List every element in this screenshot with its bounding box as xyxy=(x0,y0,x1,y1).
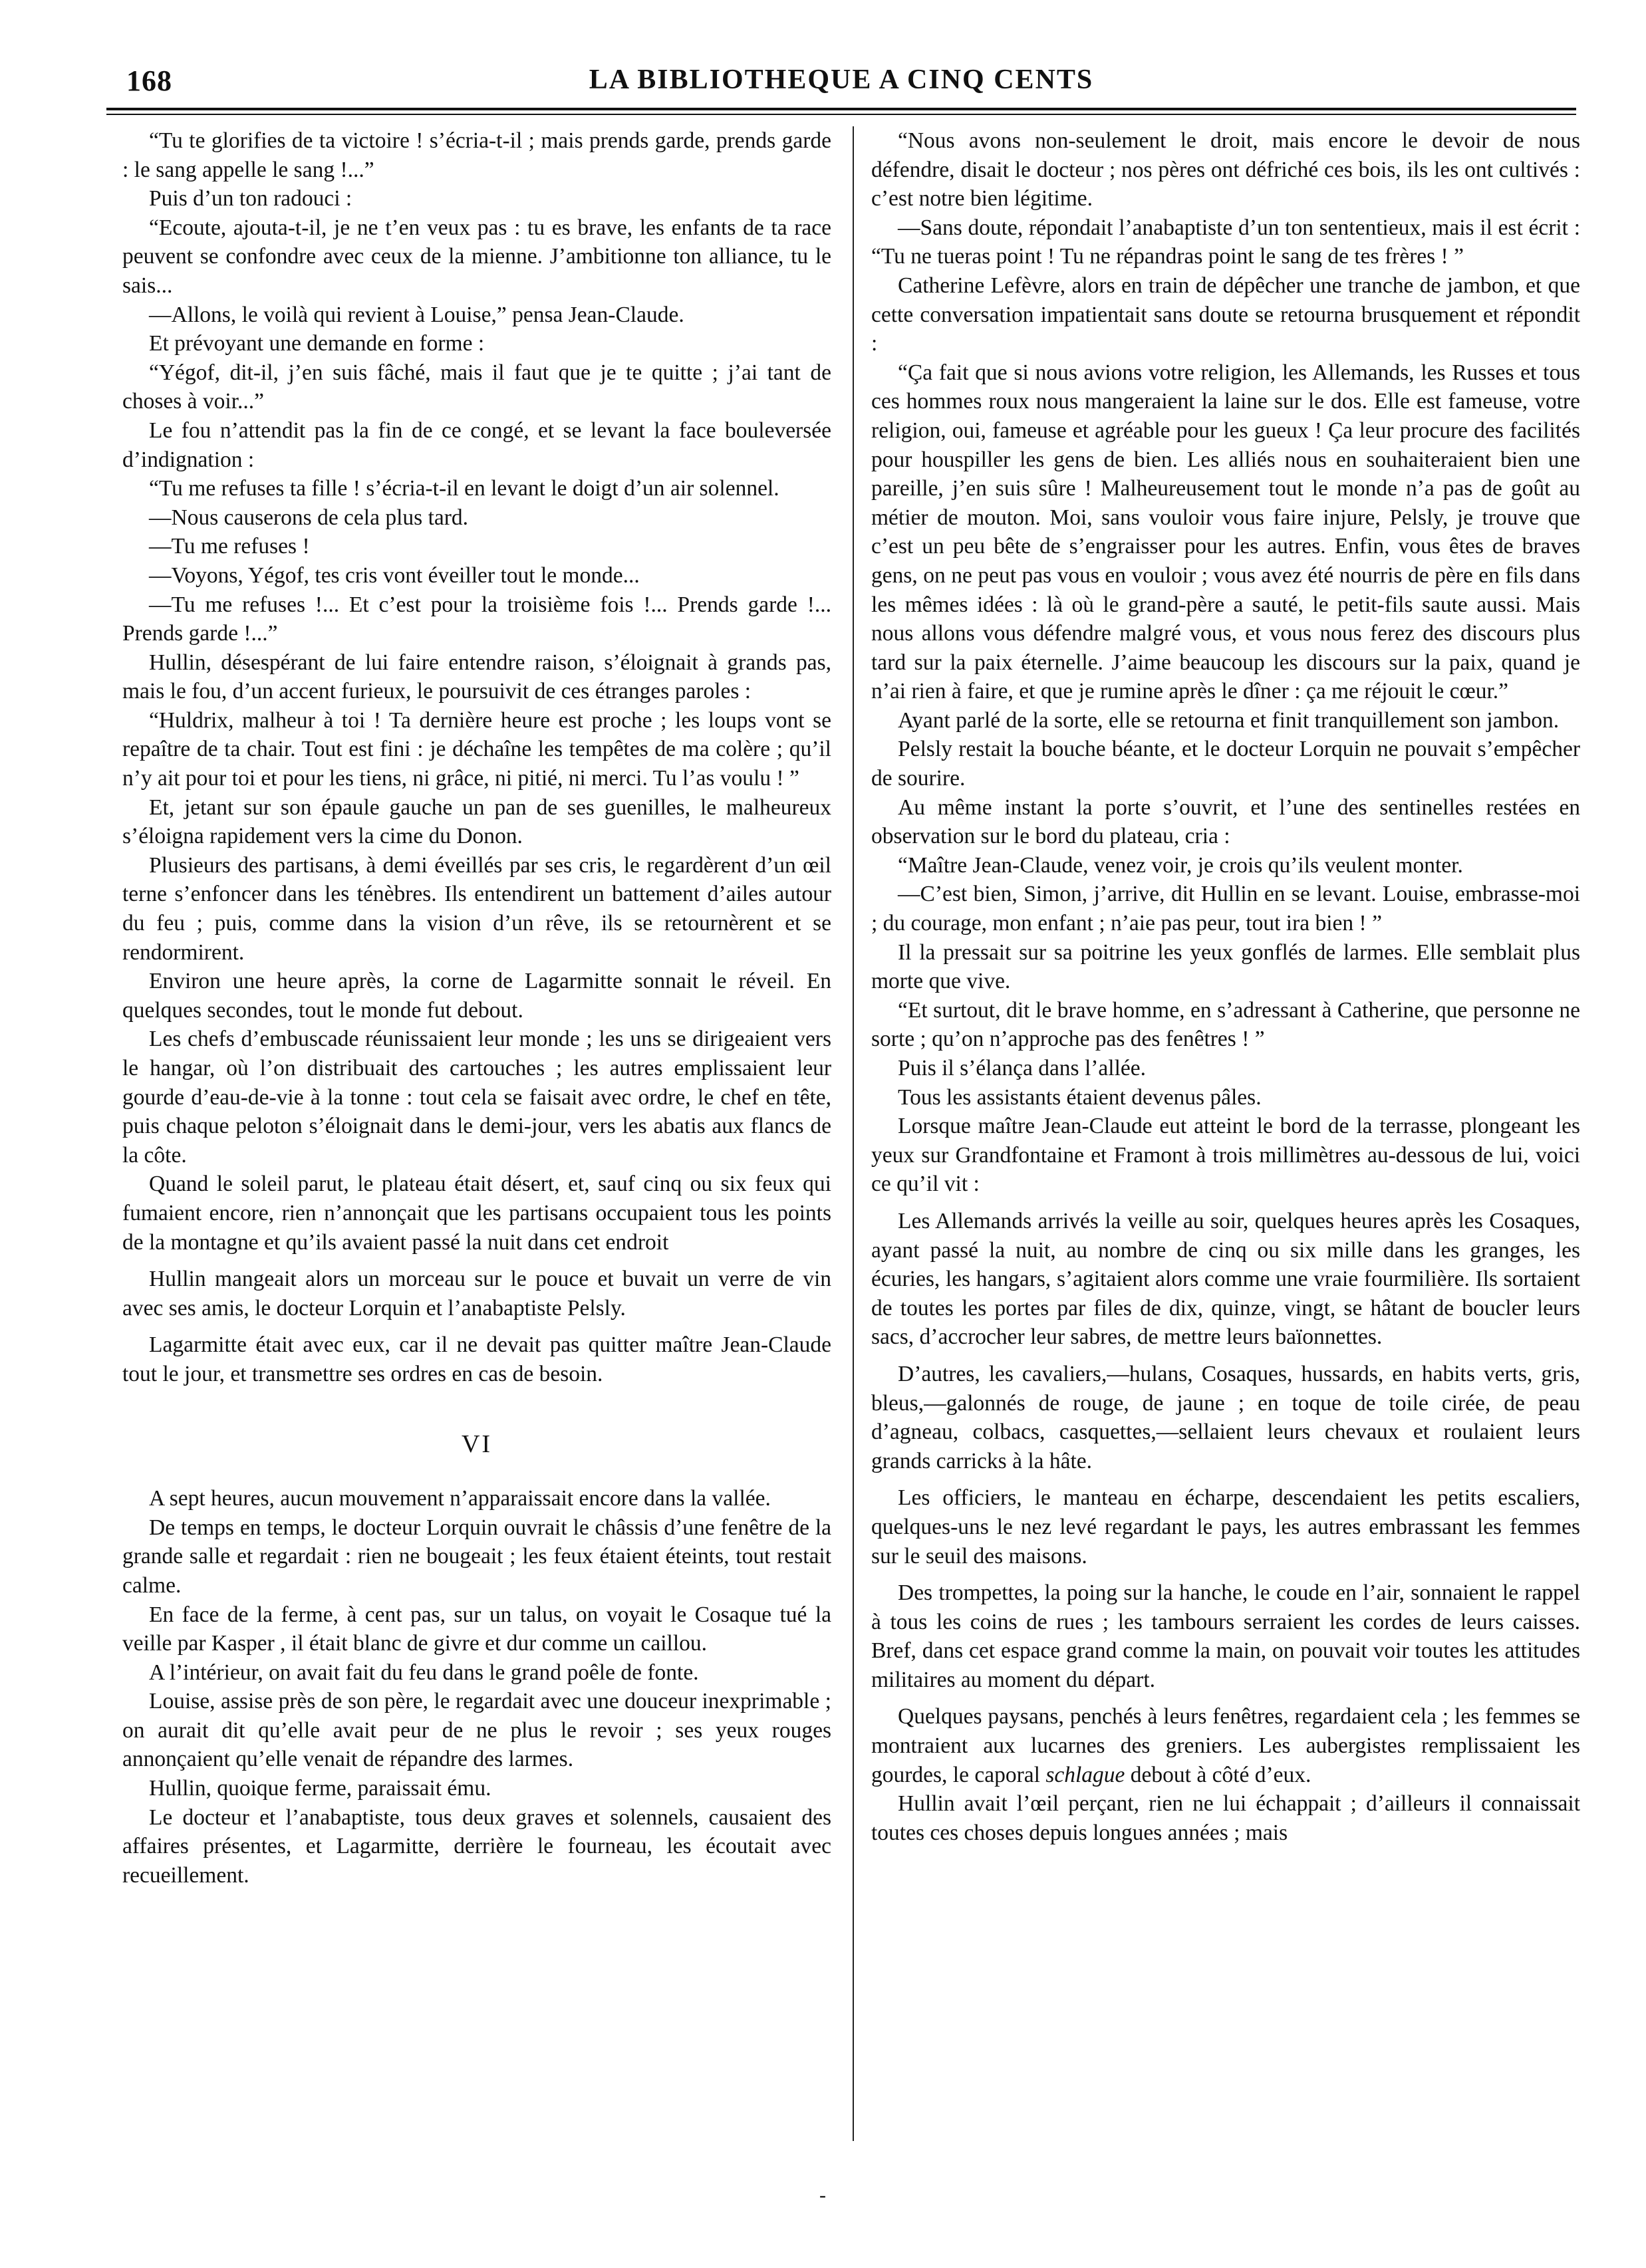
paragraph: A l’intérieur, on avait fait du feu dans le grand poêle de fonte. xyxy=(149,1660,699,1685)
paragraph: Il la pressait sur sa poitrine les yeux gonflés de larmes. Elle semblait plus morte que vive. xyxy=(871,940,1580,994)
paragraph: Louise, assise près de son père, le regardait avec une douceur inexprimable ; on aurait dit qu’elle avait peur de ne plus le revoir ; ses yeux rouges annonçaient qu’elle venait de répandre des larmes. xyxy=(122,1689,831,1772)
paragraph: Puis il s’élança dans l’allée. xyxy=(898,1056,1147,1080)
paragraph: “Ça fait que si nous avions votre religion, les Allemands, les Russes et tous ces hommes roux nous mangeraient la laine sur le dos. Elle est fameuse, votre religion, oui, fameuse et agréable pour les gueux ! Ça leur procure des facilités pour houspiller les gens de bien. Les alliés nous en souhaiteraient bien une pareille, j’en suis sûre ! Malheureusement tout le monde n’a pas de goût au métier de mouton. Moi, sans vouloir vous faire injure, Pelsly, je trouve que c’est un peu bête de s’engraisser pour les autres. Enfin, vous êtes de braves gens, on ne peut pas vous en vouloir ; vous avez été nourris de père en fils dans les mêmes idées : là où le grand-père a sauté, le petit-fils saute aussi. Mais nous allons vous défendre malgré vous, et vous nous ferez des discours plus tard sur la paix éternelle. J’aime beaucoup les discours sur la paix, quand je n’ai rien à faire, et que je rumine après le dîner : ça me réjouit le cœur.” xyxy=(871,360,1580,704)
section-heading: VI xyxy=(461,1430,493,1458)
paragraph: Hullin mangeait alors un morceau sur le pouce et buvait un verre de vin avec ses amis, le docteur Lorquin et l’anabaptiste Pelsly. xyxy=(122,1267,831,1321)
paragraph: Puis d’un ton radouci : xyxy=(149,186,352,211)
footer-dash: - xyxy=(819,2184,826,2206)
paragraph: “Ecoute, ajouta-t-il, je ne t’en veux pas : tu es brave, les enfants de ta race peuvent se confondre avec ceux de la mienne. J’ambitionne ton alliance, tu le sais... xyxy=(122,215,831,298)
paragraph: Lagarmitte était avec eux, car il ne devait pas quitter maître Jean-Claude tout le jour, et transmettre ses ordres en cas de besoin. xyxy=(122,1332,831,1386)
paragraph: D’autres, les cavaliers,—hulans, Cosaques, hussards, en habits verts, gris, bleus,—galonnés de rouge, de jaune ; en toque de toile cirée, de peau d’agneau, colbacs, casquettes,—sellaient leurs chevaux et roulaient leurs grands carricks à la hâte. xyxy=(871,1361,1580,1473)
paragraph: “Yégof, dit-il, j’en suis fâché, mais il faut que je te quitte ; j’ai tant de choses à voir...” xyxy=(122,360,831,414)
header-rule xyxy=(106,108,1576,110)
paragraph: “Et surtout, dit le brave homme, en s’adressant à Catherine, que personne ne sorte ; qu’on n’approche pas des fenêtres ! ” xyxy=(871,997,1580,1052)
paragraph: De temps en temps, le docteur Lorquin ouvrait le châssis d’une fenêtre de la grande salle et regardait : rien ne bougeait ; les feux étaient éteints, tout restait calme. xyxy=(122,1515,831,1598)
paragraph: Des trompettes, la poing sur la hanche, le coude en l’air, sonnaient le rappel à tous les coins de rues ; les tambours serraient les cordes de leurs caisses. Bref, dans cet espace grand comme la main, on pouvait voir toutes les attitudes militaires au moment du départ. xyxy=(871,1580,1580,1692)
paragraph: Et, jetant sur son épaule gauche un pan de ses guenilles, le malheureux s’éloigna rapidement vers la cime du Donon. xyxy=(122,795,831,849)
paragraph: Les Allemands arrivés la veille au soir, quelques heures après les Cosaques, ayant passé la nuit, au nombre de cinq ou six mille dans les granges, les écuries, les hangars, s’agitaient alors comme une vraie fourmilière. Ils sortaient de toutes les portes par files de dix, quinze, vingt, se hâtant de boucler leurs sacs, d’accrocher leur sabres, de mettre leurs baïonnettes. xyxy=(871,1208,1580,1350)
paragraph: —Tu me refuses ! xyxy=(149,534,310,559)
paragraph: Le fou n’attendit pas la fin de ce congé, et se levant la face bouleversée d’indignation : xyxy=(122,418,831,472)
paragraph xyxy=(871,1702,1580,1789)
paragraph: —Voyons, Yégof, tes cris vont éveiller tout le monde... xyxy=(149,563,640,588)
paragraph: —Tu me refuses !... Et c’est pour la troisième fois !... Prends garde !... Prends garde !...” xyxy=(122,592,831,646)
paragraph: Et prévoyant une demande en forme : xyxy=(149,331,485,356)
left-column xyxy=(122,126,831,1890)
paragraph: —Allons, le voilà qui revient à Louise,” pensa Jean-Claude. xyxy=(149,302,684,327)
paragraph: Lorsque maître Jean-Claude eut atteint le bord de la terrasse, plongeant les yeux sur Grandfontaine et Framont à trois millimètres au-dessous de lui, voici ce qu’il vit : xyxy=(871,1114,1580,1197)
paragraph: Le docteur et l’anabaptiste, tous deux graves et solennels, causaient des affaires présentes, et Lagarmitte, derrière le fourneau, les écoutait avec recueillement. xyxy=(122,1805,831,1888)
paragraph: Catherine Lefèvre, alors en train de dépêcher une tranche de jambon, et que cette conversation impatientait sans doute se retourna brusquement et répondit : xyxy=(871,273,1580,356)
header-rule-thin xyxy=(106,114,1576,115)
paragraph-text-end: debout à côté d’eux. xyxy=(1125,1762,1311,1787)
paragraph: Au même instant la porte s’ouvrit, et l’une des sentinelles restées en observation sur le bord du plateau, cria : xyxy=(871,795,1580,849)
paragraph: —Sans doute, répondait l’anabaptiste d’un ton sententieux, mais il est écrit : “Tu ne tueras point ! Tu ne répandras point le sang de tes frères ! ” xyxy=(871,215,1580,269)
paragraph: Hullin, désespérant de lui faire entendre raison, s’éloignait à grands pas, mais le fou, d’un accent furieux, le poursuivit de ces étranges paroles : xyxy=(122,650,831,704)
paragraph: Hullin avait l’œil perçant, rien ne lui échappait ; d’ailleurs il connaissait toutes ces choses depuis longues années ; mais xyxy=(871,1791,1580,1845)
paragraph: Tous les assistants étaient devenus pâles. xyxy=(898,1084,1262,1110)
paragraph: Les chefs d’embuscade réunissaient leur monde ; les uns se dirigeaient vers le hangar, où l’on distribuait des cartouches ; les autres emplissaient leur gourde d’eau-de-vie à la tonne : tout cela se faisait avec ordre, le chef en tête, puis chaque peloton s’éloignait dans le demi-jour, vers les abatis aux flancs de la côte. xyxy=(122,1027,831,1168)
running-title: LA BIBLIOTHEQUE A CINQ CENTS xyxy=(589,64,1094,95)
paragraph: —Nous causerons de cela plus tard. xyxy=(149,505,469,530)
page-number: 168 xyxy=(126,64,172,97)
right-column xyxy=(871,126,1580,1847)
paragraph: “Maître Jean-Claude, venez voir, je crois qu’ils veulent monter. xyxy=(898,852,1463,878)
column-divider xyxy=(853,126,854,2141)
paragraph: “Tu me refuses ta fille ! s’écria-t-il en levant le doigt d’un air solennel. xyxy=(149,476,779,501)
paragraph: Pelsly restait la bouche béante, et le docteur Lorquin ne pouvait s’empêcher de sourire. xyxy=(871,737,1580,791)
paragraph: Hullin, quoique ferme, paraissait ému. xyxy=(149,1776,491,1801)
paragraph: “Nous avons non-seulement le droit, mais encore le devoir de nous défendre, disait le docteur ; nos pères ont défriché ces bois, ils les ont cultivés : c’est notre bien légitime. xyxy=(871,128,1580,211)
paragraph: Ayant parlé de la sorte, elle se retourna et finit tranquillement son jambon. xyxy=(898,707,1560,733)
paragraph: Quand le soleil parut, le plateau était désert, et, sauf cinq ou six feux qui fumaient encore, rien n’annonçait que les partisans occupaient tous les points de la montagne et qu’ils avaient passé la nuit dans cet endroit xyxy=(122,1172,831,1255)
paragraph: —C’est bien, Simon, j’arrive, dit Hullin en se levant. Louise, embrasse-moi ; du courage, mon enfant ; n’aie pas peur, tout ira bien ! ” xyxy=(871,882,1580,936)
page-header xyxy=(106,64,1576,106)
paragraph: “Tu te glorifies de ta victoire ! s’écria-t-il ; mais prends garde, prends garde : le sang appelle le sang !...” xyxy=(122,128,831,182)
paragraph: Les officiers, le manteau en écharpe, descendaient les petits escaliers, quelques-uns le nez levé regardant le pays, les autres embrassant les femmes sur le seuil des maisons. xyxy=(871,1485,1580,1569)
paragraph: Environ une heure après, la corne de Lagarmitte sonnait le réveil. En quelques secondes, tout le monde fut debout. xyxy=(122,969,831,1023)
paragraph: Plusieurs des partisans, à demi éveillés par ses cris, le regardèrent d’un œil terne s’enfoncer dans les ténèbres. Ils entendirent un battement d’ailes autour du feu ; puis, comme dans la vision d’un rêve, ils se retournèrent et se rendormirent. xyxy=(122,852,831,965)
paragraph: “Huldrix, malheur à toi ! Ta dernière heure est proche ; les loups vont se repaître de ta chair. Tout est fini : je déchaîne les tempêtes de ma colère ; qu’il n’y ait pour toi et pour les tiens, ni grâce, ni pitié, ni merci. Tu l’as voulu ! ” xyxy=(122,707,831,791)
paragraph-text: Quelques paysans, penchés à leurs fenêtres, regardaient cela ; les femmes se montraient aux lucarnes des greniers. Les aubergistes remplissaient les gourdes, le caporal xyxy=(871,1704,1580,1787)
paragraph: En face de la ferme, à cent pas, sur un talus, on voyait le Cosaque tué la veille par Kasper , il était blanc de givre et dur comme un caillou. xyxy=(122,1602,831,1656)
paragraph: A sept heures, aucun mouvement n’apparaissait encore dans la vallée. xyxy=(149,1486,771,1511)
italic-word: schlague xyxy=(1045,1762,1125,1787)
